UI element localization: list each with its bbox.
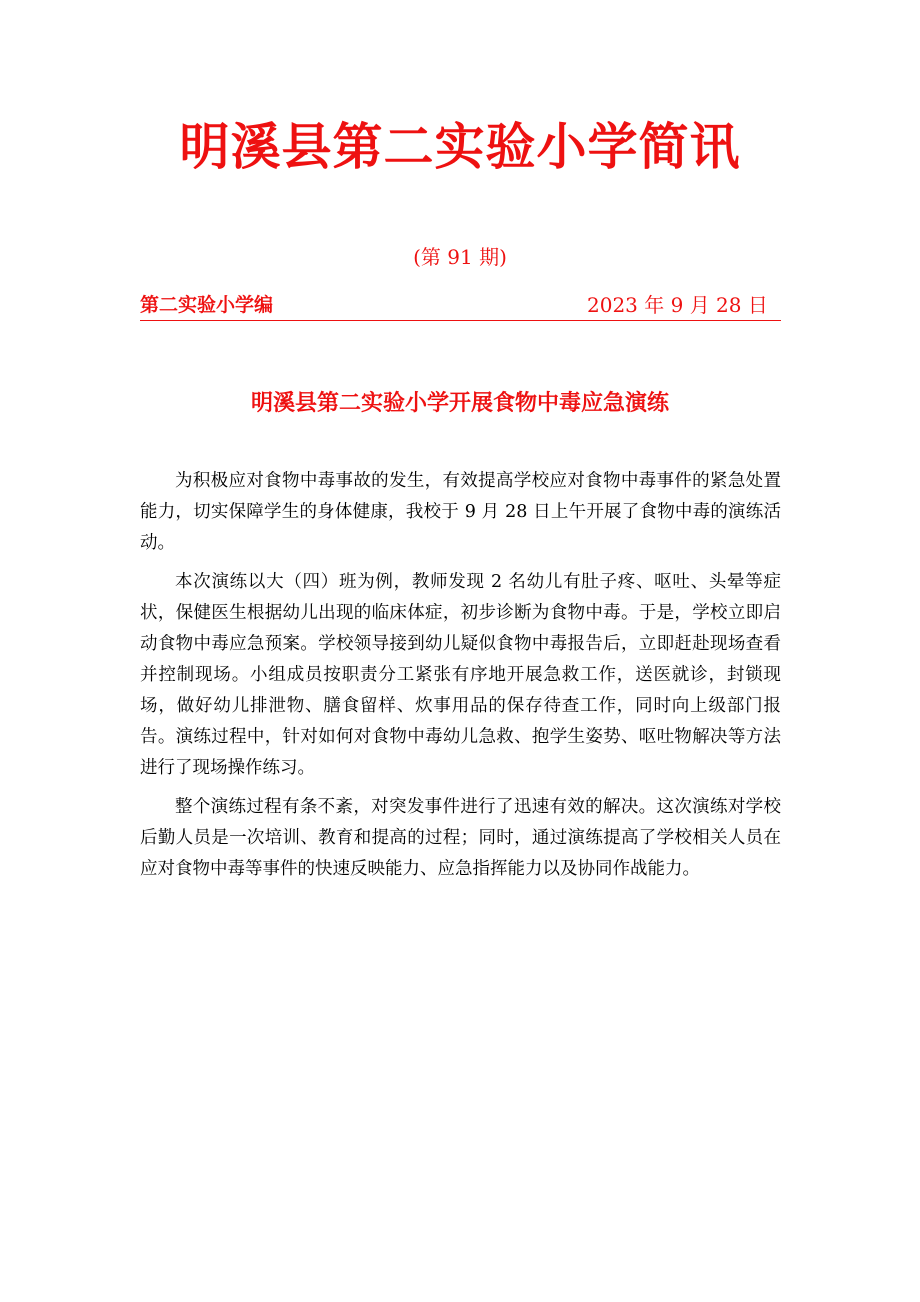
article-body	[140, 466, 781, 893]
article-title: 明溪县第二实验小学开展食物中毒应急演练	[250, 391, 669, 416]
editor-date-line	[140, 290, 781, 321]
editor-label: 第二实验小学编	[140, 294, 274, 316]
issue-number: (第 91 期)	[413, 245, 507, 269]
article-paragraph: 为积极应对食物中毒事故的发生，有效提高学校应对食物中毒事件的紧急处置能力，切实保障学生的身体健康，我校于 9 月 28 日上午开展了食物中毒的演练活动。	[140, 471, 781, 553]
publish-date: 2023 年 9 月 28 日	[587, 293, 768, 317]
newsletter-title: 明溪县第二实验小学简讯	[179, 118, 741, 176]
article-paragraph: 本次演练以大（四）班为例，教师发现 2 名幼儿有肚子疼、呕吐、头晕等症状，保健医生根据幼儿出现的临床体症，初步诊断为食物中毒。于是，学校立即启动食物中毒应急预案。学校领导接到幼儿疑似食物中毒报告后，立即赶赴现场查看并控制现场。小组成员按职责分工紧张有序地开展急救工作，送医就诊，封锁现场，做好幼儿排泄物、膳食留样、炊事用品的保存待查工作，同时向上级部门报告。演练过程中，针对如何对食物中毒幼儿急救、抱学生姿势、呕吐物解决等方法进行了现场操作练习。	[140, 572, 781, 778]
article-paragraph: 整个演练过程有条不紊，对突发事件进行了迅速有效的解决。这次演练对学校后勤人员是一次培训、教育和提高的过程；同时，通过演练提高了学校相关人员在应对食物中毒等事件的快速反映能力、应急指挥能力以及协同作战能力。	[140, 797, 781, 879]
